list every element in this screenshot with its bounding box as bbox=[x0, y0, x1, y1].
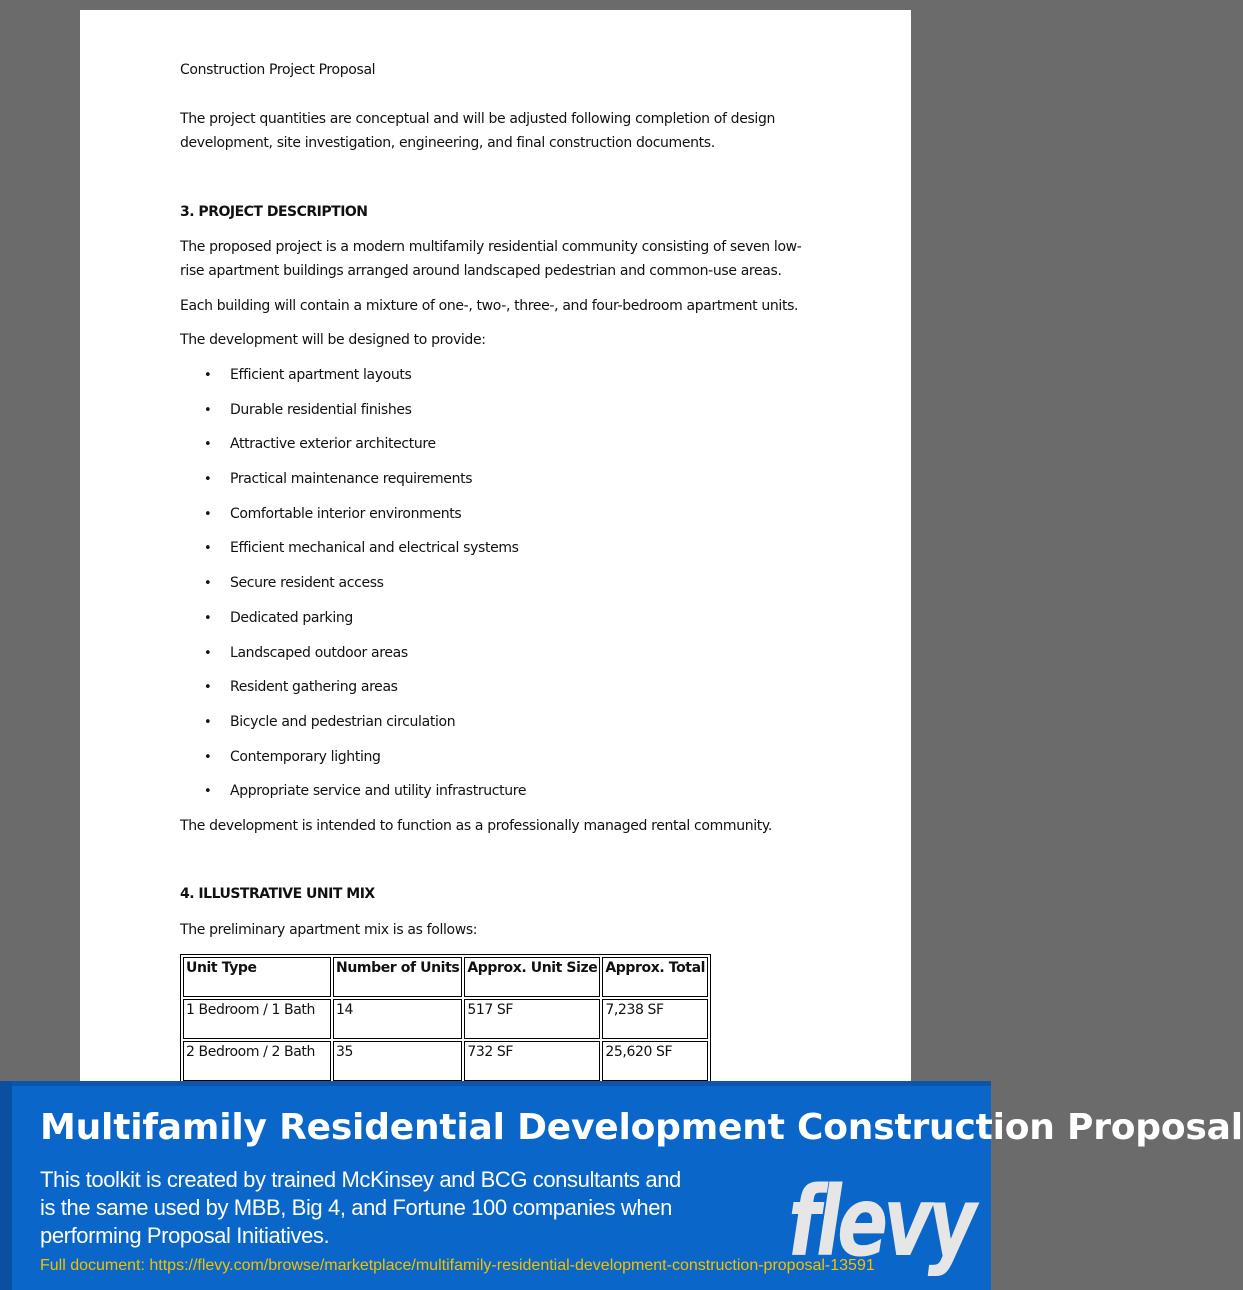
section-4-intro: The preliminary apartment mix is as follows: bbox=[180, 922, 478, 938]
table-header-cell: Approx. Total bbox=[602, 957, 708, 997]
list-item: • Efficient apartment layouts bbox=[180, 364, 526, 399]
list-item: • Contemporary lighting bbox=[180, 746, 526, 781]
table-header-row bbox=[183, 957, 708, 997]
list-item: • Dedicated parking bbox=[180, 607, 526, 642]
table-cell: 25,620 SF bbox=[602, 1041, 708, 1081]
table-cell: 35 bbox=[333, 1041, 462, 1081]
list-item: • Appropriate service and utility infrastructure bbox=[180, 780, 526, 815]
banner-title: Multifamily Residential Development Construction Proposal bbox=[40, 1107, 1243, 1148]
section-3-paragraph-1: The proposed project is a modern multifamily residential community consisting of seven low-rise apartment buildings arranged around landscaped pedestrian and common-use areas. bbox=[180, 239, 802, 279]
table-cell: 14 bbox=[333, 999, 462, 1039]
table-row bbox=[183, 999, 708, 1039]
table-cell: 2 Bedroom / 2 Bath bbox=[183, 1041, 331, 1081]
list-item: • Efficient mechanical and electrical systems bbox=[180, 537, 526, 572]
section-3-closing: The development is intended to function as a professionally managed rental community. bbox=[180, 818, 772, 834]
table-header-cell: Approx. Unit Size bbox=[464, 957, 600, 997]
banner-top-border bbox=[0, 1081, 991, 1086]
logo-text: flevy bbox=[788, 1166, 980, 1278]
flevy-logo[interactable] bbox=[786, 1166, 980, 1278]
document-page bbox=[80, 10, 911, 1090]
table-row bbox=[183, 1041, 708, 1081]
feature-list bbox=[180, 364, 526, 815]
full-document-link[interactable]: Full document: https://flevy.com/browse/marketplace/multifamily-residential-development-construction-proposal-13591 bbox=[40, 1257, 875, 1274]
table-cell: 7,238 SF bbox=[602, 999, 708, 1039]
section-3-paragraph-2: Each building will contain a mixture of one-, two-, three-, and four-bedroom apartment units. bbox=[180, 298, 799, 314]
list-item: • Bicycle and pedestrian circulation bbox=[180, 711, 526, 746]
intro-paragraph: The project quantities are conceptual and will be adjusted following completion of design development, site investigation, engineering, and final construction documents. bbox=[180, 111, 776, 151]
document-header: Construction Project Proposal bbox=[180, 62, 376, 78]
table-cell: 1 Bedroom / 1 Bath bbox=[183, 999, 331, 1039]
banner-left-strip bbox=[0, 1081, 12, 1290]
section-4-heading: 4. ILLUSTRATIVE UNIT MIX bbox=[180, 886, 375, 902]
table-header-cell: Unit Type bbox=[183, 957, 331, 997]
unit-mix-table bbox=[180, 954, 711, 1084]
list-item: • Secure resident access bbox=[180, 572, 526, 607]
list-item: • Comfortable interior environments bbox=[180, 503, 526, 538]
list-item: • Practical maintenance requirements bbox=[180, 468, 526, 503]
table-cell: 732 SF bbox=[464, 1041, 600, 1081]
table-header-cell: Number of Units bbox=[333, 957, 462, 997]
list-item: • Landscaped outdoor areas bbox=[180, 642, 526, 677]
list-item: • Attractive exterior architecture bbox=[180, 433, 526, 468]
promo-banner bbox=[0, 1081, 1243, 1290]
section-3-heading: 3. PROJECT DESCRIPTION bbox=[180, 204, 368, 220]
list-item: • Durable residential finishes bbox=[180, 399, 526, 434]
section-3-paragraph-3: The development will be designed to provide: bbox=[180, 332, 486, 348]
banner-description: This toolkit is created by trained McKinsey and BCG consultants and is the same used by MBB, Big 4, and Fortune 100 companies when performing Proposal Initiatives. bbox=[40, 1167, 681, 1248]
table-cell: 517 SF bbox=[464, 999, 600, 1039]
list-item: • Resident gathering areas bbox=[180, 676, 526, 711]
